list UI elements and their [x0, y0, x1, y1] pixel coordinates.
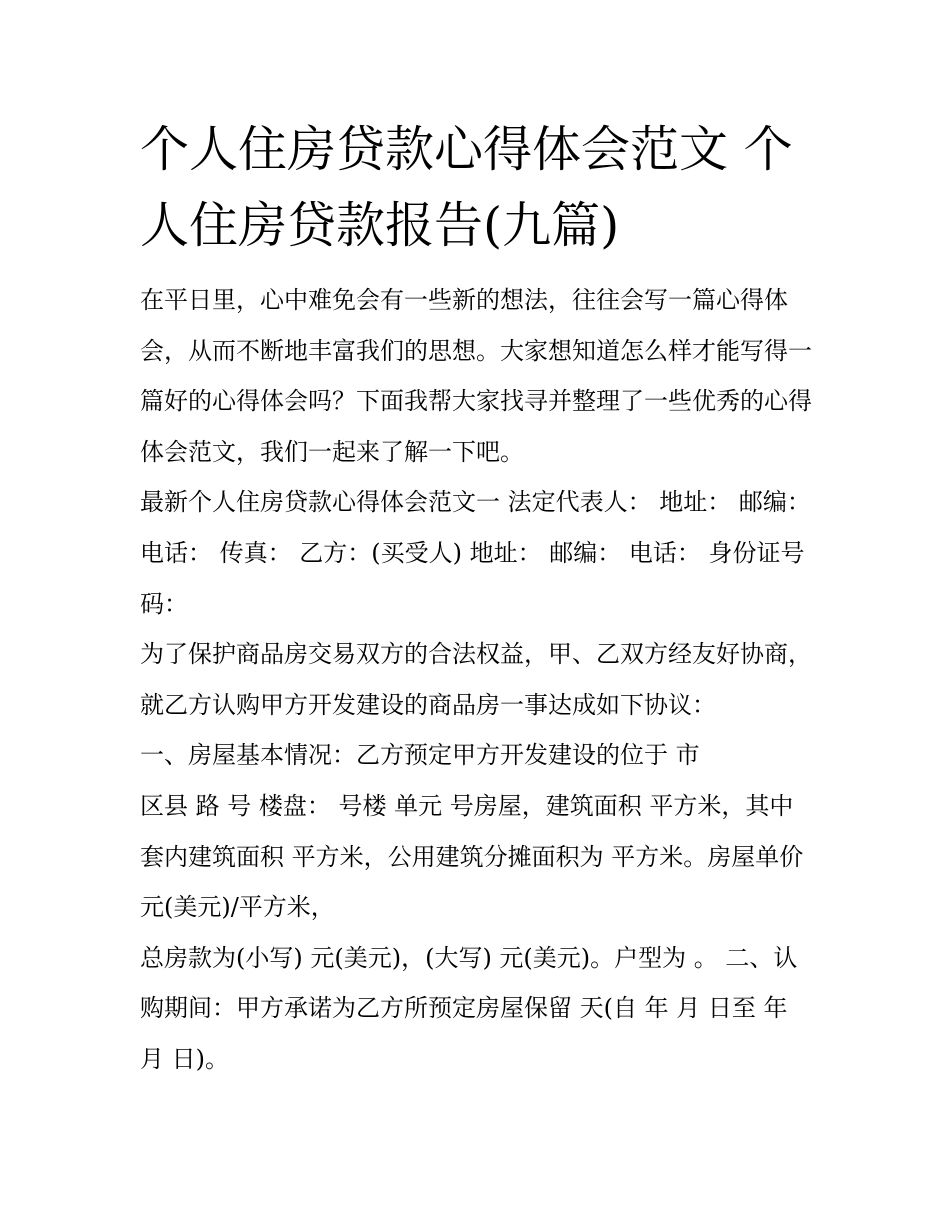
document-title: 个人住房贷款心得体会范文 个人住房贷款报告(九篇)	[140, 121, 793, 254]
paragraph-house-info: 一、房屋基本情况：乙方预定甲方开发建设的位于 市	[140, 741, 700, 770]
paragraph-house-details: 区县 路 号 楼盘： 号楼 单元 号房屋，建筑面积 平方米，其中套内建筑面积 平方米，公用建筑分摊面积为 平方米。房屋单价 元(美元)/平方米，	[140, 791, 804, 922]
document-body	[140, 275, 815, 1085]
paragraph-intro: 在平日里，心中难免会有一些新的想法，往往会写一篇心得体会，从而不断地丰富我们的思想。大家想知道怎么样才能写得一篇好的心得体会吗？下面我帮大家找寻并整理了一些优秀的心得体会范文，我们一起来了解一下吧。	[140, 286, 812, 466]
paragraph-parties: 最新个人住房贷款心得体会范文一 法定代表人： 地址： 邮编： 电话： 传真： 乙方：(买受人) 地址： 邮编： 电话： 身份证号码：	[140, 488, 811, 618]
paragraph-purpose: 为了保护商品房交易双方的合法权益，甲、乙双方经友好协商，就乙方认购甲方开发建设的商品房一事达成如下协议：	[140, 640, 812, 719]
paragraph-price-period: 总房款为(小写) 元(美元)，(大写) 元(美元)。户型为 。 二、认购期间：甲方承诺为乙方所预定房屋保留 天(自 年 月 日至 年 月 日)。	[140, 943, 798, 1073]
